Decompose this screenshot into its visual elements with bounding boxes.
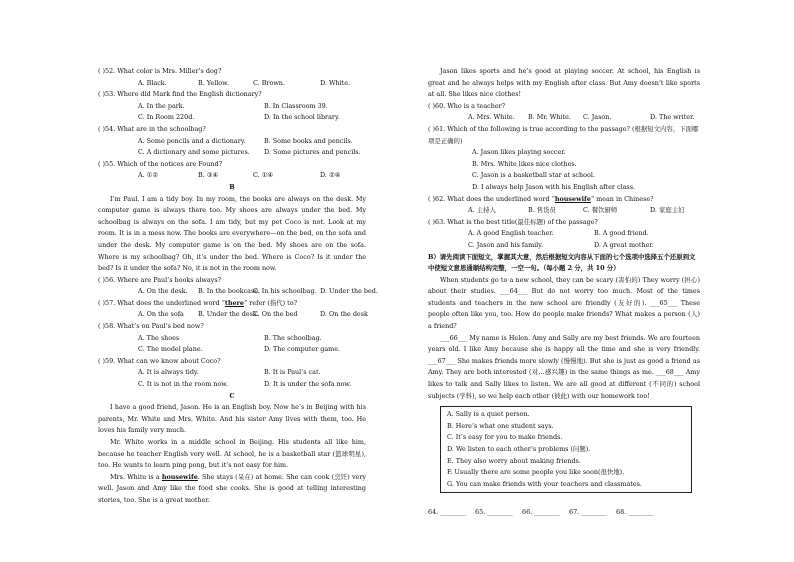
option: A. 主持人 xyxy=(468,206,496,215)
option: C. Brown. xyxy=(253,78,285,87)
answer-blanks xyxy=(428,507,700,519)
underlined-word: there xyxy=(224,298,244,307)
option: C. Jason. xyxy=(583,113,612,122)
sentence-option: E. They also worry about making friends. xyxy=(447,456,581,465)
answer-blank[interactable]: 65. ________ xyxy=(475,508,513,517)
section-b-heading: B xyxy=(229,182,235,191)
paragraph-text: Mrs. White is a xyxy=(110,472,162,481)
sentence-option: A. Sally is a quiet person. xyxy=(447,410,530,419)
option: D. The writer. xyxy=(650,113,695,122)
options-58 xyxy=(98,333,366,345)
option: D. White. xyxy=(320,78,351,87)
underlined-word: housewife xyxy=(161,472,198,481)
passage-c-paragraph-1: I have a good friend, Jason. He is an English boy. Now he’s in Beijing with his parents, Mr. White and Mrs. White. And his sister Amy lives with them, too. He loves his family very much. xyxy=(98,403,366,435)
section-c-heading: C xyxy=(229,391,235,400)
passage-c-paragraph-3 xyxy=(98,472,366,507)
right-column xyxy=(428,66,700,519)
underlined-word: housewife xyxy=(554,194,591,203)
passage-b: I’m Paul. I am a tidy boy. In my room, the books are always on the desk. My computer game is always there too. My shoes are always under the bed. My schoolbag is always on the sofa. I am tidy, but my pet Coco is not. Look at my room. It is in a mess now. The books are everywhere—on the bed, on the sofa and under the desk. My computer game is on the bed. My shoes are on the sofa. Where is my schoolbag? Oh, it’s under the bed. Where is Coco? Is it under the bed? Is it under the sofa? No, it is not in the room now. xyxy=(98,194,366,273)
question-text: ( )62. What does the underlined word “ xyxy=(428,194,555,203)
options-52 xyxy=(98,78,366,90)
option: C. A dictionary and some pictures. xyxy=(138,148,250,157)
question-text: ” refer (指代) to? xyxy=(243,298,297,307)
passage-c-paragraph-4: Jason likes sports and he’s good at playing soccer. At school, his English is great and he always helps with my English after class. But Amy doesn’t like sports at all. She likes nice clothes! xyxy=(428,67,700,99)
question-text: ( )57. What does the underlined word “ xyxy=(98,298,225,307)
options-55 xyxy=(98,170,366,182)
question-61: ( )61. Which of the following is true according to the passage? (根据短文内容，下面哪项是正确的) xyxy=(428,124,699,145)
options-box xyxy=(440,406,692,493)
option: A. Mrs. White. xyxy=(468,113,515,122)
options-54b xyxy=(98,147,366,159)
option: B. ③④ xyxy=(198,171,219,180)
option: A. ①② xyxy=(138,171,159,180)
question-57 xyxy=(98,298,366,310)
option: D. On the desk xyxy=(320,310,368,319)
option: C. 餐饮厨师 xyxy=(583,206,618,215)
option: B. It is Paul’s cat. xyxy=(264,368,321,377)
option: D. It is under the sofa now. xyxy=(264,380,352,389)
option: D. Some pictures and pencils. xyxy=(264,148,361,157)
option: B. A good friend. xyxy=(594,229,649,238)
option: C. Jason and his family. xyxy=(468,240,544,249)
option: D. 家庭主妇 xyxy=(650,206,685,215)
option: B. Yellow. xyxy=(198,78,229,87)
question-58: ( )58. What’s on Paul’s bed now? xyxy=(98,322,204,331)
option: C. The model plane. xyxy=(138,345,203,354)
options-56 xyxy=(98,286,378,298)
option: B. Mrs. White likes nice clothes. xyxy=(472,159,577,168)
options-60 xyxy=(428,112,700,124)
option: B. The schoolbag. xyxy=(264,333,322,342)
question-53: ( )53. Where did Mark find the English dictionary? xyxy=(98,90,262,99)
options-59b xyxy=(98,379,366,391)
option: A. Jason likes playing soccer. xyxy=(472,148,566,157)
option: D. A great mother. xyxy=(594,240,654,249)
option: B. In Classroom 39. xyxy=(264,101,328,110)
option: C. In Room 220d. xyxy=(138,113,195,122)
passage-c-paragraph-2: Mr. White works in a middle school in Beijing. His students all like him, because he teacher English very well. At school, he is a basketball star (篮球明星), too. He wants to learn ping pong, but it’s not easy for him. xyxy=(98,438,366,470)
question-62 xyxy=(428,194,700,206)
question-52: ( )52. What color is Mrs. Miller’s dog? xyxy=(98,67,222,75)
option: A. A good English teacher. xyxy=(468,229,554,238)
question-55: ( )55. Which of the notices are Found? xyxy=(98,159,223,168)
option: C. ①④ xyxy=(253,171,274,180)
question-text: ” mean in Chinese? xyxy=(590,194,654,203)
options-53 xyxy=(98,101,366,113)
option: B. In the bookcase. xyxy=(198,287,261,296)
answer-blank[interactable]: 67. ________ xyxy=(569,508,607,517)
options-62 xyxy=(428,205,700,217)
answer-blank[interactable]: 64. ________ xyxy=(428,508,466,517)
options-54 xyxy=(98,136,366,148)
option: D. I always help Jason with his English after class. xyxy=(472,182,636,191)
answer-blank[interactable]: 68. ________ xyxy=(616,508,654,517)
options-53b xyxy=(98,112,366,124)
options-57 xyxy=(98,309,366,321)
sentence-option: G. You can make friends with your teachers and classmates. xyxy=(447,479,642,488)
options-59 xyxy=(98,367,366,379)
left-column xyxy=(98,66,378,507)
options-58b xyxy=(98,344,366,356)
option: A. On the sofa xyxy=(138,310,184,319)
option: A. On the desk. xyxy=(138,287,188,296)
options-63 xyxy=(428,228,700,240)
option: C. Jason is a basketball star at school. xyxy=(472,171,595,180)
option: B. Mr. White. xyxy=(528,113,571,122)
option: C. It is not in the room now. xyxy=(138,380,229,389)
section-b-instructions: B）请先阅读下面短文，掌握其大意，然后根据短文内容从下面的七个选项中选择五个还原到文中使短文意思通顺结构完整，一空一句。（每小题 2 分，共 10 分） xyxy=(428,252,696,273)
sentence-option: B. Here’s what one student says. xyxy=(447,421,554,430)
sentence-option: F. Usually there are some people you like soon(很快地). xyxy=(447,468,625,477)
option: C. On the bed xyxy=(253,310,298,319)
sentence-option: D. We listen to each other’s problems (问题). xyxy=(447,445,591,453)
option: A. Black. xyxy=(138,78,167,87)
question-60: ( )60. Who is a teacher? xyxy=(428,101,506,110)
cloze-paragraph-2: ___66___ My name is Helen. Amy and Sally are my best friends. We are fourteen years old. I like Amy because she is happy all the time and she is very friendly. ___67___ She makes friends more slowly (慢慢地). But she is just as good a friend as Amy. They are both interested (对…感兴趣) in the same things as me. ___68___ Amy likes to talk and Sally likes to listen. We are all good at different (不同的) school subjects (学科), so we help each other (彼此) with our homework too! xyxy=(428,333,700,400)
question-59: ( )59. What can we know about Coco? xyxy=(98,356,221,365)
cloze-paragraph-1: When students go to a new school, they can be scary (害怕的) They worry (担心) about their studies. ___64___ But do not worry too much. Most of the times students and teachers in the new school are friendly (友好的). ___65___ These people often like you, too. How do people make friends? What makes a person (人) a friend? xyxy=(428,275,700,331)
options-63b xyxy=(428,240,700,252)
option: A. The shoes xyxy=(138,333,180,342)
option: C. In his schoolbag. xyxy=(253,287,317,296)
option: B. Under the desk. xyxy=(198,310,259,319)
option: A. Some pencils and a dictionary. xyxy=(138,136,246,145)
option: A. It is always tidy. xyxy=(138,368,199,377)
option: A. In the park. xyxy=(138,101,185,110)
question-63: ( )63. What is the best title(最佳标题) of the passage? xyxy=(428,217,598,226)
option: D. In the school library. xyxy=(264,113,340,122)
paragraph-text: . She stays (呆在) at home. She can cook (烹饪) very well. Jason and Amy like the food she cooks. She is good at telling interesting stories, too. She is a great mother. xyxy=(98,472,367,504)
question-56: ( )56. Where are Paul’s books always? xyxy=(98,275,221,284)
option: D. ②④ xyxy=(320,171,341,180)
option: B. 售货员 xyxy=(528,206,556,215)
answer-blank[interactable]: 66. ________ xyxy=(522,508,560,517)
option: D. Under the bed. xyxy=(320,287,378,296)
option: B. Some books and pencils. xyxy=(264,136,353,145)
question-54: ( )54. What are in the schoolbag? xyxy=(98,124,206,133)
sentence-option: C. It’s easy for you to make friends. xyxy=(447,433,563,442)
option: D. The computer game. xyxy=(264,345,341,354)
